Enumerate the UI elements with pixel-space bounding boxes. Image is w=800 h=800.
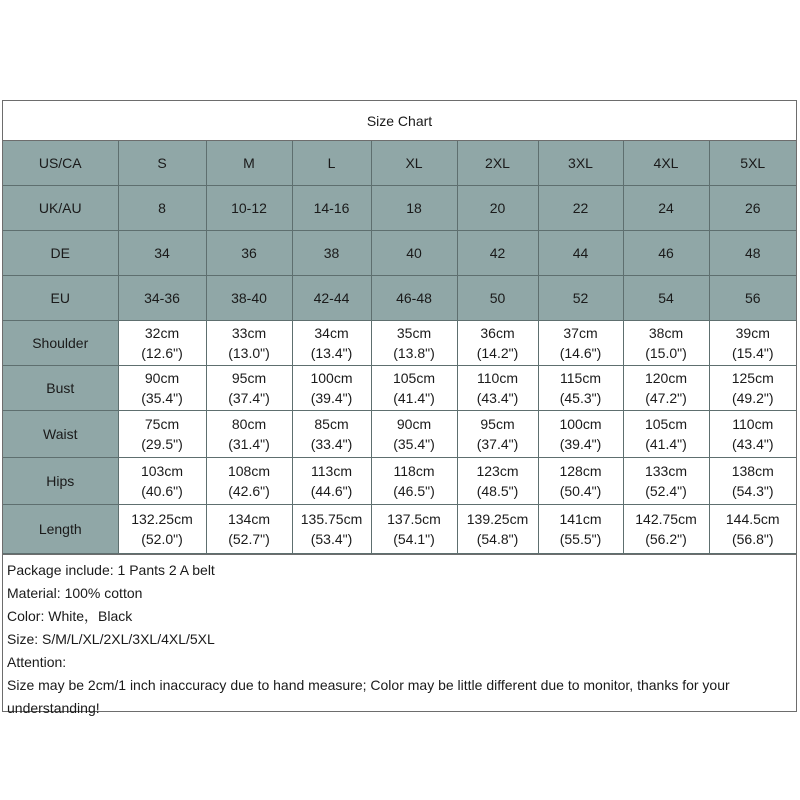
- row-label: Hips: [3, 458, 118, 505]
- cm-value: 110cm: [732, 416, 774, 432]
- inch-value: (49.2"): [731, 390, 774, 406]
- measure-cell: [538, 458, 623, 505]
- size-cell: XL: [371, 141, 457, 186]
- measure-cell: [709, 321, 796, 366]
- inch-value: (39.4"): [559, 436, 602, 452]
- cm-value: 95cm: [231, 370, 267, 386]
- cm-value: 134cm: [227, 511, 271, 527]
- cm-value: 105cm: [392, 370, 436, 386]
- inch-value: (35.4"): [141, 390, 183, 406]
- size-cell: 2XL: [457, 141, 538, 186]
- note-attention-heading: Attention:: [7, 654, 67, 670]
- size-cell: 26: [709, 186, 796, 231]
- row-label: EU: [3, 276, 118, 321]
- measure-cell: [623, 458, 709, 505]
- cm-value: 34cm: [314, 325, 349, 341]
- inch-value: (37.4"): [476, 436, 519, 452]
- measure-cell: [118, 411, 206, 458]
- cm-value: 33cm: [231, 325, 267, 341]
- measure-row: [3, 505, 796, 554]
- size-cell: 14-16: [292, 186, 371, 231]
- size-cell: 38-40: [206, 276, 292, 321]
- size-chart: [2, 100, 797, 716]
- cm-value: 120cm: [644, 370, 688, 386]
- size-table: [3, 141, 796, 554]
- inch-value: (29.5"): [141, 436, 183, 452]
- measure-cell: [371, 321, 457, 366]
- measure-row: [3, 411, 796, 458]
- size-row: [3, 141, 796, 186]
- size-row: [3, 276, 796, 321]
- inch-value: (50.4"): [559, 483, 602, 499]
- measure-cell: [623, 321, 709, 366]
- measure-cell: [206, 411, 292, 458]
- size-cell: 40: [371, 231, 457, 276]
- cm-value: 137.5cm: [387, 511, 441, 527]
- chart-title: Size Chart: [3, 101, 796, 141]
- cm-value: 108cm: [227, 463, 271, 479]
- inch-value: (44.6"): [310, 483, 353, 499]
- measure-cell: [118, 366, 206, 411]
- size-cell: 24: [623, 186, 709, 231]
- cm-value: 118cm: [393, 463, 435, 479]
- cm-value: 38cm: [648, 325, 684, 341]
- measure-row: [3, 321, 796, 366]
- cm-value: 115cm: [560, 370, 601, 386]
- size-cell: 8: [118, 186, 206, 231]
- measure-cell: [118, 505, 206, 554]
- measure-cell: [457, 366, 538, 411]
- inch-value: (47.2"): [645, 390, 687, 406]
- measure-cell: [292, 505, 371, 554]
- row-label: Bust: [3, 366, 118, 411]
- inch-value: (43.4"): [731, 436, 774, 452]
- cm-value: 75cm: [144, 416, 180, 432]
- row-label: DE: [3, 231, 118, 276]
- measure-cell: [457, 411, 538, 458]
- cm-value: 142.75cm: [635, 511, 697, 527]
- inch-value: (35.4"): [393, 436, 435, 452]
- table-body: [3, 141, 796, 554]
- measure-cell: [292, 366, 371, 411]
- size-cell: 46-48: [371, 276, 457, 321]
- inch-value: (13.0"): [228, 345, 270, 361]
- row-label: Length: [3, 505, 118, 554]
- inch-value: (14.2"): [476, 345, 519, 361]
- cm-value: 144.5cm: [725, 511, 780, 527]
- size-cell: L: [292, 141, 371, 186]
- inch-value: (12.6"): [141, 345, 183, 361]
- size-cell: 10-12: [206, 186, 292, 231]
- measure-cell: [457, 321, 538, 366]
- size-cell: 4XL: [623, 141, 709, 186]
- cm-value: 39cm: [735, 325, 770, 341]
- cm-value: 135.75cm: [300, 511, 363, 527]
- row-label: UK/AU: [3, 186, 118, 231]
- cm-value: 123cm: [476, 463, 519, 479]
- cm-value: 32cm: [144, 325, 180, 341]
- measure-cell: [538, 505, 623, 554]
- product-notes: [3, 554, 796, 720]
- row-label: US/CA: [3, 141, 118, 186]
- size-cell: 42: [457, 231, 538, 276]
- note-color: Color: White，Black: [7, 608, 133, 624]
- measure-cell: [538, 411, 623, 458]
- size-cell: 22: [538, 186, 623, 231]
- measure-cell: [709, 411, 796, 458]
- size-cell: 54: [623, 276, 709, 321]
- cm-value: 138cm: [731, 463, 774, 479]
- note-attention-text: Size may be 2cm/1 inch inaccuracy due to hand measure; Color may be little different due to monitor, thanks for your understanding!: [7, 677, 730, 716]
- size-cell: 5XL: [709, 141, 796, 186]
- cm-value: 90cm: [396, 416, 432, 432]
- inch-value: (13.4"): [310, 345, 353, 361]
- measure-cell: [292, 321, 371, 366]
- inch-value: (15.0"): [645, 345, 687, 361]
- cm-value: 110cm: [477, 370, 518, 386]
- inch-value: (31.4"): [228, 436, 270, 452]
- measure-cell: [709, 458, 796, 505]
- cm-value: 133cm: [644, 463, 688, 479]
- size-cell: S: [118, 141, 206, 186]
- inch-value: (52.7"): [228, 531, 270, 547]
- size-cell: 18: [371, 186, 457, 231]
- inch-value: (45.3"): [559, 390, 602, 406]
- inch-value: (46.5"): [393, 483, 435, 499]
- row-label: Waist: [3, 411, 118, 458]
- cm-value: 85cm: [314, 416, 349, 432]
- size-cell: 48: [709, 231, 796, 276]
- inch-value: (52.4"): [645, 483, 687, 499]
- size-cell: 36: [206, 231, 292, 276]
- measure-cell: [538, 321, 623, 366]
- inch-value: (54.1"): [393, 531, 435, 547]
- inch-value: (43.4"): [476, 390, 519, 406]
- size-cell: 34: [118, 231, 206, 276]
- cm-value: 35cm: [396, 325, 432, 341]
- cm-value: 113cm: [311, 463, 352, 479]
- measure-cell: [371, 366, 457, 411]
- size-cell: 38: [292, 231, 371, 276]
- inch-value: (14.6"): [559, 345, 602, 361]
- cm-value: 125cm: [731, 370, 774, 386]
- cm-value: 100cm: [559, 416, 602, 432]
- size-cell: M: [206, 141, 292, 186]
- size-cell: 50: [457, 276, 538, 321]
- cm-value: 100cm: [310, 370, 353, 386]
- cm-value: 141cm: [559, 511, 602, 527]
- note-size: Size: S/M/L/XL/2XL/3XL/4XL/5XL: [7, 631, 215, 647]
- measure-cell: [206, 366, 292, 411]
- size-cell: 42-44: [292, 276, 371, 321]
- note-package: Package include: 1 Pants 2 A belt: [7, 562, 215, 578]
- cm-value: 139.25cm: [466, 511, 529, 527]
- measure-cell: [538, 366, 623, 411]
- measure-cell: [623, 411, 709, 458]
- size-cell: 44: [538, 231, 623, 276]
- cm-value: 37cm: [563, 325, 598, 341]
- cm-value: 105cm: [644, 416, 688, 432]
- row-label: Shoulder: [3, 321, 118, 366]
- measure-cell: [118, 321, 206, 366]
- inch-value: (39.4"): [310, 390, 353, 406]
- size-cell: 52: [538, 276, 623, 321]
- measure-cell: [206, 505, 292, 554]
- measure-cell: [623, 366, 709, 411]
- size-cell: 3XL: [538, 141, 623, 186]
- measure-cell: [292, 458, 371, 505]
- cm-value: 80cm: [231, 416, 267, 432]
- size-cell: 56: [709, 276, 796, 321]
- inch-value: (54.3"): [731, 483, 774, 499]
- inch-value: (40.6"): [141, 483, 183, 499]
- inch-value: (56.8"): [731, 531, 774, 547]
- measure-cell: [371, 458, 457, 505]
- inch-value: (56.2"): [645, 531, 687, 547]
- cm-value: 95cm: [480, 416, 515, 432]
- inch-value: (13.8"): [393, 345, 435, 361]
- measure-cell: [709, 366, 796, 411]
- measure-cell: [457, 505, 538, 554]
- size-row: [3, 186, 796, 231]
- cm-value: 132.25cm: [131, 511, 193, 527]
- measure-cell: [118, 458, 206, 505]
- size-cell: 46: [623, 231, 709, 276]
- measure-cell: [206, 321, 292, 366]
- inch-value: (41.4"): [645, 436, 687, 452]
- inch-value: (52.0"): [141, 531, 183, 547]
- measure-cell: [709, 505, 796, 554]
- size-cell: 20: [457, 186, 538, 231]
- measure-cell: [457, 458, 538, 505]
- cm-value: 90cm: [144, 370, 180, 386]
- measure-cell: [623, 505, 709, 554]
- cm-value: 103cm: [140, 463, 184, 479]
- measure-row: [3, 366, 796, 411]
- inch-value: (48.5"): [476, 483, 519, 499]
- measure-cell: [371, 411, 457, 458]
- measure-row: [3, 458, 796, 505]
- note-material: Material: 100% cotton: [7, 585, 143, 601]
- measure-cell: [292, 411, 371, 458]
- inch-value: (55.5"): [559, 531, 602, 547]
- inch-value: (37.4"): [228, 390, 270, 406]
- inch-value: (15.4"): [731, 345, 774, 361]
- cm-value: 128cm: [559, 463, 602, 479]
- inch-value: (33.4"): [310, 436, 353, 452]
- measure-cell: [371, 505, 457, 554]
- inch-value: (42.6"): [228, 483, 270, 499]
- measure-cell: [206, 458, 292, 505]
- size-cell: 34-36: [118, 276, 206, 321]
- cm-value: 36cm: [480, 325, 515, 341]
- inch-value: (53.4"): [310, 531, 353, 547]
- size-row: [3, 231, 796, 276]
- inch-value: (54.8"): [476, 531, 519, 547]
- inch-value: (41.4"): [393, 390, 435, 406]
